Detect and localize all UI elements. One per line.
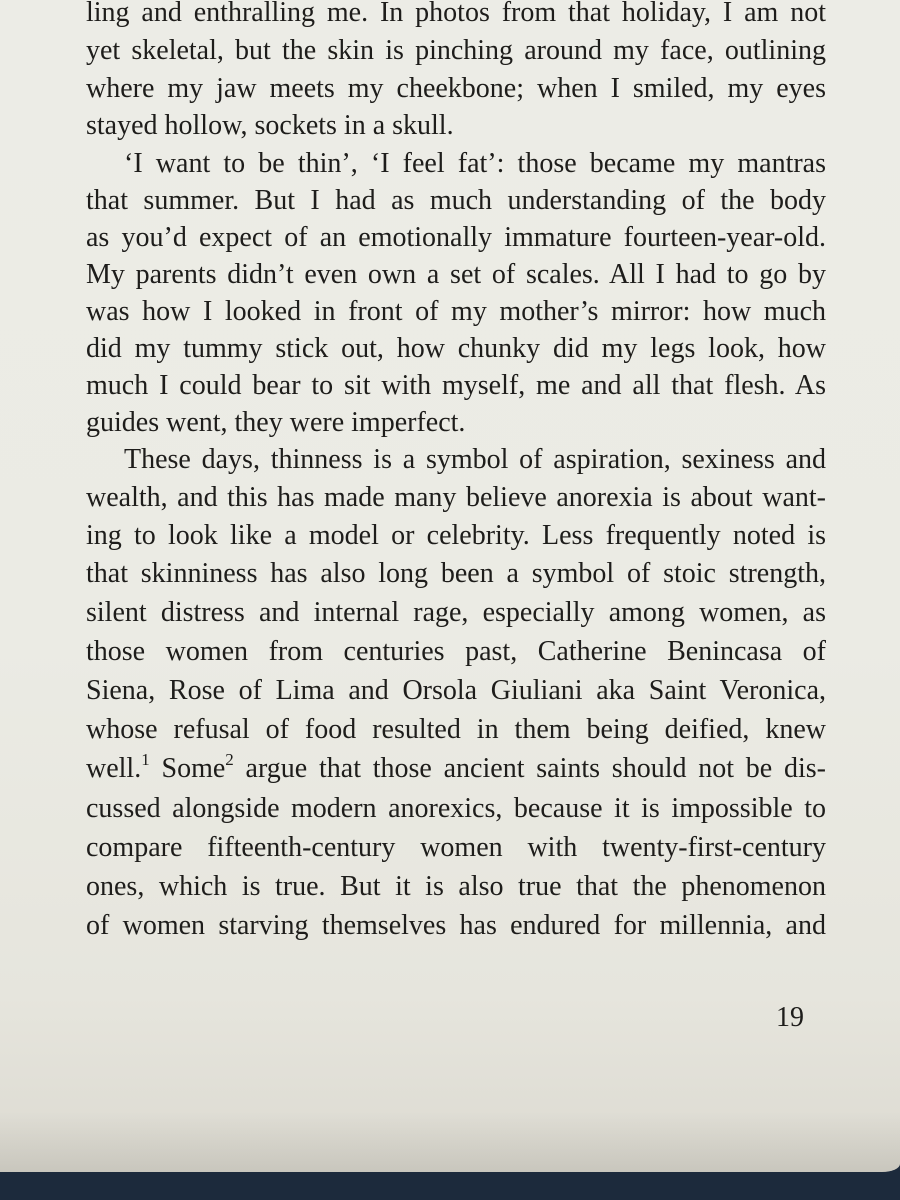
- text-line: of women starving themselves has endured for millennia, and: [86, 910, 826, 941]
- text-line: silent distress and internal rage, especially among women, as: [86, 597, 826, 628]
- text-line: These days, thinness is a symbol of aspiration, sexiness and: [124, 444, 826, 475]
- text-line: whose refusal of food resulted in them being deified, knew: [86, 714, 826, 745]
- line-text: well.: [86, 753, 142, 784]
- text-line: stayed hollow, sockets in a skull.: [86, 110, 454, 141]
- footnote-marker-2[interactable]: 2: [225, 749, 234, 769]
- footnote-marker-1[interactable]: 1: [141, 749, 150, 769]
- text-line: compare fifteenth-century women with twenty-first-century: [86, 832, 826, 863]
- text-line: cussed alongside modern anorexics, because it is impossible to: [86, 793, 826, 824]
- text-line: guides went, they were imperfect.: [86, 407, 466, 438]
- text-line: ling and enthralling me. In photos from that holiday, I am not: [86, 0, 826, 28]
- text-line: where my jaw meets my cheekbone; when I smiled, my eyes: [86, 73, 826, 104]
- text-line: wealth, and this has made many believe anorexia is about want-: [86, 482, 826, 513]
- page-number: 19: [776, 1002, 804, 1033]
- text-line: My parents didn’t even own a set of scales. All I had to go by: [86, 259, 826, 290]
- line-text: Some: [149, 753, 226, 784]
- text-line: that skinniness has also long been a symbol of stoic strength,: [86, 558, 826, 589]
- text-line: yet skeletal, but the skin is pinching around my face, outlining: [86, 35, 826, 66]
- text-line: Siena, Rose of Lima and Orsola Giuliani aka Saint Veronica,: [86, 675, 826, 706]
- text-line-with-footnotes: [86, 750, 826, 788]
- text-line: was how I looked in front of my mother’s mirror: how much: [86, 296, 826, 327]
- text-line: those women from centuries past, Catherine Benincasa of: [86, 636, 826, 667]
- text-line: that summer. But I had as much understanding of the body: [86, 185, 826, 216]
- text-line: ‘I want to be thin’, ‘I feel fat’: those became my mantras: [124, 148, 826, 179]
- line-text: argue that those ancient saints should not be dis-: [233, 753, 826, 784]
- text-line: ones, which is true. But it is also true that the phenomenon: [86, 871, 826, 902]
- text-line: did my tummy stick out, how chunky did my legs look, how: [86, 333, 826, 364]
- text-line: ing to look like a model or celebrity. Less frequently noted is: [86, 520, 826, 551]
- text-line: much I could bear to sit with myself, me and all that flesh. As: [86, 370, 826, 401]
- text-line: as you’d expect of an emotionally immature fourteen-year-old.: [86, 222, 826, 253]
